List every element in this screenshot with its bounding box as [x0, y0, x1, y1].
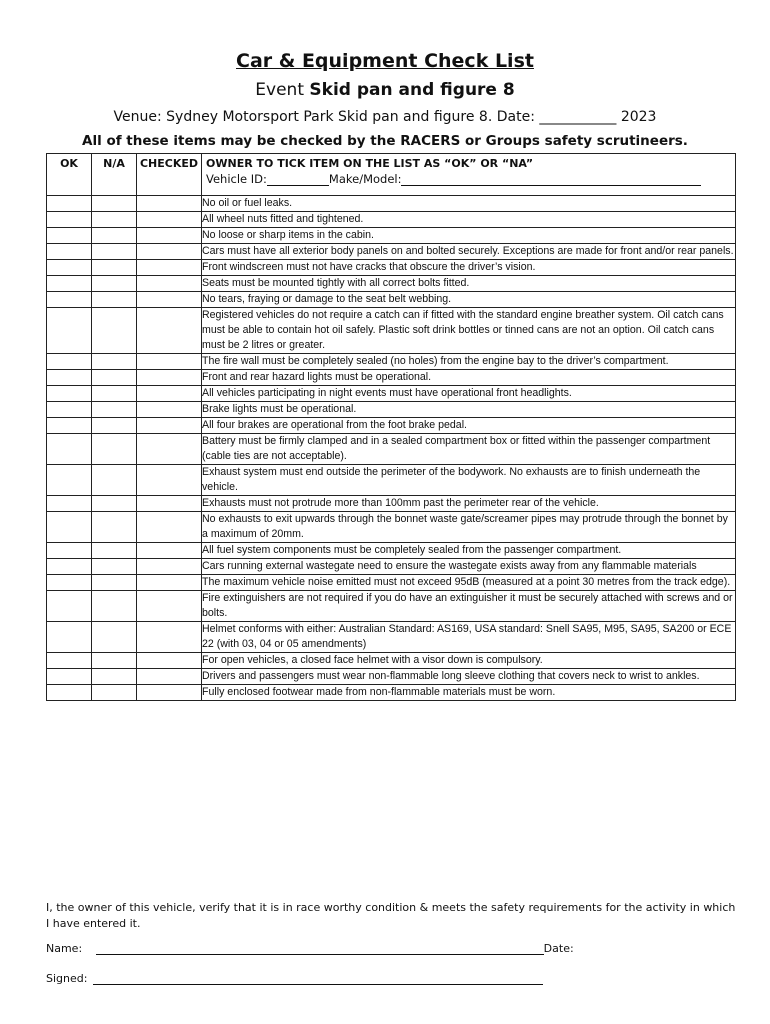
checked-cell[interactable]	[137, 196, 202, 212]
na-checkbox-cell[interactable]	[92, 244, 137, 260]
checklist-item-text: Seats must be mounted tightly with all correct bolts fitted.	[202, 276, 736, 292]
ok-checkbox-cell[interactable]	[47, 418, 92, 434]
na-checkbox-cell[interactable]	[92, 260, 137, 276]
na-checkbox-cell[interactable]	[92, 434, 137, 465]
na-checkbox-cell[interactable]	[92, 402, 137, 418]
checklist-row	[47, 196, 736, 212]
event-prefix: Event	[255, 80, 310, 100]
checked-cell[interactable]	[137, 276, 202, 292]
checked-cell[interactable]	[137, 559, 202, 575]
checklist-row	[47, 418, 736, 434]
na-checkbox-cell[interactable]	[92, 418, 137, 434]
ok-checkbox-cell[interactable]	[47, 402, 92, 418]
na-checkbox-cell[interactable]	[92, 575, 137, 591]
ok-checkbox-cell[interactable]	[47, 260, 92, 276]
checklist-row	[47, 543, 736, 559]
checklist-item-text: Battery must be firmly clamped and in a sealed compartment box or fitted within the passenger compartment (cable ties are not acceptable).	[202, 434, 736, 465]
checked-cell[interactable]	[137, 512, 202, 543]
checklist-row	[47, 622, 736, 653]
na-checkbox-cell[interactable]	[92, 354, 137, 370]
na-checkbox-cell[interactable]	[92, 465, 137, 496]
checklist-item-text: Fire extinguishers are not required if you do have an extinguisher it must be securely attached with screws and or bolts.	[202, 591, 736, 622]
checked-cell[interactable]	[137, 591, 202, 622]
checklist-row	[47, 276, 736, 292]
checklist-row	[47, 292, 736, 308]
na-checkbox-cell[interactable]	[92, 669, 137, 685]
checked-cell[interactable]	[137, 402, 202, 418]
checklist-row	[47, 370, 736, 386]
checklist-item-text: The maximum vehicle noise emitted must not exceed 95dB (measured at a point 30 metres from the track edge).	[202, 575, 736, 591]
checked-cell[interactable]	[137, 228, 202, 244]
ok-checkbox-cell[interactable]	[47, 465, 92, 496]
ok-checkbox-cell[interactable]	[47, 276, 92, 292]
checked-cell[interactable]	[137, 308, 202, 354]
ok-checkbox-cell[interactable]	[47, 669, 92, 685]
ok-checkbox-cell[interactable]	[47, 434, 92, 465]
checked-cell[interactable]	[137, 465, 202, 496]
checklist-item-text: Brake lights must be operational.	[202, 402, 736, 418]
page-title: Car & Equipment Check List	[236, 50, 534, 72]
checklist-item-text: No tears, fraying or damage to the seat belt webbing.	[202, 292, 736, 308]
checklist-row	[47, 244, 736, 260]
checklist-row	[47, 308, 736, 354]
checklist-item-text: All vehicles participating in night events must have operational front headlights.	[202, 386, 736, 402]
checked-cell[interactable]	[137, 575, 202, 591]
ok-checkbox-cell[interactable]	[47, 212, 92, 228]
checked-cell[interactable]	[137, 354, 202, 370]
checked-cell[interactable]	[137, 653, 202, 669]
signature-field[interactable]	[93, 972, 543, 985]
checklist-item-text: For open vehicles, a closed face helmet with a visor down is compulsory.	[202, 653, 736, 669]
ok-checkbox-cell[interactable]	[47, 386, 92, 402]
event-name: Skid pan and figure 8	[309, 80, 515, 100]
checklist-row	[47, 434, 736, 465]
signed-label: Signed:	[46, 972, 88, 985]
col-owner-header	[202, 154, 736, 196]
checked-cell[interactable]	[137, 292, 202, 308]
checklist-item-text: No oil or fuel leaks.	[202, 196, 736, 212]
checklist-item-text: No exhausts to exit upwards through the bonnet waste gate/screamer pipes may protrude through the bonnet by a maximum of 20mm.	[202, 512, 736, 543]
checked-cell[interactable]	[137, 685, 202, 701]
checked-cell[interactable]	[137, 212, 202, 228]
name-label: Name:	[46, 942, 83, 955]
signed-row	[46, 972, 543, 985]
na-checkbox-cell[interactable]	[92, 653, 137, 669]
checklist-row	[47, 575, 736, 591]
ok-checkbox-cell[interactable]	[47, 512, 92, 543]
checked-cell[interactable]	[137, 244, 202, 260]
checked-cell[interactable]	[137, 418, 202, 434]
date-label: Date:	[543, 942, 574, 955]
na-checkbox-cell[interactable]	[92, 276, 137, 292]
checklist-item-text: Helmet conforms with either: Australian Standard: AS169, USA standard: Snell SA95, M95, SA95, SA200 or ECE 22 (with 03, 04 or 05 amendments)	[202, 622, 736, 653]
ok-checkbox-cell[interactable]	[47, 496, 92, 512]
make-model-field[interactable]	[401, 173, 701, 186]
checklist-row	[47, 212, 736, 228]
checked-cell[interactable]	[137, 370, 202, 386]
checklist-table	[46, 153, 736, 701]
checklist-item-text: Registered vehicles do not require a catch can if fitted with the standard engine breather system. Oil catch cans must be able to contain hot oil safely. Plastic soft drink bottles or tinned cans are not an option. Oil catch cans must be 2 litres or greater.	[202, 308, 736, 354]
checked-cell[interactable]	[137, 386, 202, 402]
na-checkbox-cell[interactable]	[92, 292, 137, 308]
checklist-row	[47, 591, 736, 622]
col-na-header: N/A	[92, 154, 137, 196]
col-checked-header: CHECKED	[137, 154, 202, 196]
na-checkbox-cell[interactable]	[92, 559, 137, 575]
owner-instruction: OWNER TO TICK ITEM ON THE LIST AS “OK” OR “NA”	[206, 157, 534, 170]
checklist-item-text: Cars running external wastegate need to ensure the wastegate exists away from any flammable materials	[202, 559, 736, 575]
ok-checkbox-cell[interactable]	[47, 575, 92, 591]
na-checkbox-cell[interactable]	[92, 386, 137, 402]
ok-checkbox-cell[interactable]	[47, 228, 92, 244]
na-checkbox-cell[interactable]	[92, 308, 137, 354]
ok-checkbox-cell[interactable]	[47, 653, 92, 669]
checklist-item-text: The fire wall must be completely sealed (no holes) from the engine bay to the driver’s compartment.	[202, 354, 736, 370]
checklist-item-text: Front and rear hazard lights must be operational.	[202, 370, 736, 386]
na-checkbox-cell[interactable]	[92, 512, 137, 543]
checklist-row	[47, 260, 736, 276]
checklist-row	[47, 496, 736, 512]
ok-checkbox-cell[interactable]	[47, 196, 92, 212]
ok-checkbox-cell[interactable]	[47, 244, 92, 260]
checklist-item-text: No loose or sharp items in the cabin.	[202, 228, 736, 244]
na-checkbox-cell[interactable]	[92, 196, 137, 212]
checked-cell[interactable]	[137, 260, 202, 276]
checklist-rows	[47, 196, 736, 701]
ok-checkbox-cell[interactable]	[47, 308, 92, 354]
vehicle-id-label: Vehicle ID:	[206, 172, 267, 186]
checklist-row	[47, 354, 736, 370]
na-checkbox-cell[interactable]	[92, 685, 137, 701]
col-ok-header: OK	[47, 154, 92, 196]
checklist-item-text: Drivers and passengers must wear non-flammable long sleeve clothing that covers neck to wrist to ankles.	[202, 669, 736, 685]
na-checkbox-cell[interactable]	[92, 212, 137, 228]
ok-checkbox-cell[interactable]	[47, 543, 92, 559]
checklist-item-text: Fully enclosed footwear made from non-flammable materials must be worn.	[202, 685, 736, 701]
checked-cell[interactable]	[137, 434, 202, 465]
checklist-row	[47, 228, 736, 244]
na-checkbox-cell[interactable]	[92, 496, 137, 512]
checked-cell[interactable]	[137, 622, 202, 653]
na-checkbox-cell[interactable]	[92, 228, 137, 244]
na-checkbox-cell[interactable]	[92, 370, 137, 386]
checklist-item-text: Cars must have all exterior body panels on and bolted securely. Exceptions are made for front and/or rear panels.	[202, 244, 736, 260]
checklist-row	[47, 685, 736, 701]
owner-declaration: I, the owner of this vehicle, verify that it is in race worthy condition & meets the safety requirements for the activity in which I have entered it.	[46, 901, 736, 930]
ok-checkbox-cell[interactable]	[47, 622, 92, 653]
na-checkbox-cell[interactable]	[92, 543, 137, 559]
make-model-label: Make/Model:	[328, 172, 402, 186]
ok-checkbox-cell[interactable]	[47, 354, 92, 370]
vehicle-id-field[interactable]	[267, 173, 329, 186]
ok-checkbox-cell[interactable]	[47, 292, 92, 308]
checklist-item-text: All wheel nuts fitted and tightened.	[202, 212, 736, 228]
venue-line: Venue: Sydney Motorsport Park Skid pan and figure 8. Date: ___________ 2023	[113, 109, 657, 125]
vehicle-fields	[206, 172, 735, 186]
checked-cell[interactable]	[137, 669, 202, 685]
scrutineer-note: All of these items may be checked by the RACERS or Groups safety scrutineers.	[82, 133, 688, 149]
event-line	[0, 80, 770, 100]
checked-cell[interactable]	[137, 543, 202, 559]
checklist-item-text: Exhaust system must end outside the perimeter of the bodywork. No exhausts are to finish underneath the vehicle.	[202, 465, 736, 496]
checklist-row	[47, 386, 736, 402]
name-row	[46, 942, 574, 955]
checklist-row	[47, 512, 736, 543]
ok-checkbox-cell[interactable]	[47, 685, 92, 701]
ok-checkbox-cell[interactable]	[47, 591, 92, 622]
checklist-item-text: All four brakes are operational from the foot brake pedal.	[202, 418, 736, 434]
checklist-row	[47, 653, 736, 669]
ok-checkbox-cell[interactable]	[47, 559, 92, 575]
checklist-row	[47, 559, 736, 575]
checklist-item-text: Exhausts must not protrude more than 100mm past the perimeter rear of the vehicle.	[202, 496, 736, 512]
ok-checkbox-cell[interactable]	[47, 370, 92, 386]
checked-cell[interactable]	[137, 496, 202, 512]
checklist-row	[47, 402, 736, 418]
checklist-row	[47, 669, 736, 685]
checklist-row	[47, 465, 736, 496]
name-field[interactable]	[96, 942, 544, 955]
checklist-item-text: All fuel system components must be completely sealed from the passenger compartment.	[202, 543, 736, 559]
na-checkbox-cell[interactable]	[92, 591, 137, 622]
checklist-item-text: Front windscreen must not have cracks that obscure the driver’s vision.	[202, 260, 736, 276]
na-checkbox-cell[interactable]	[92, 622, 137, 653]
